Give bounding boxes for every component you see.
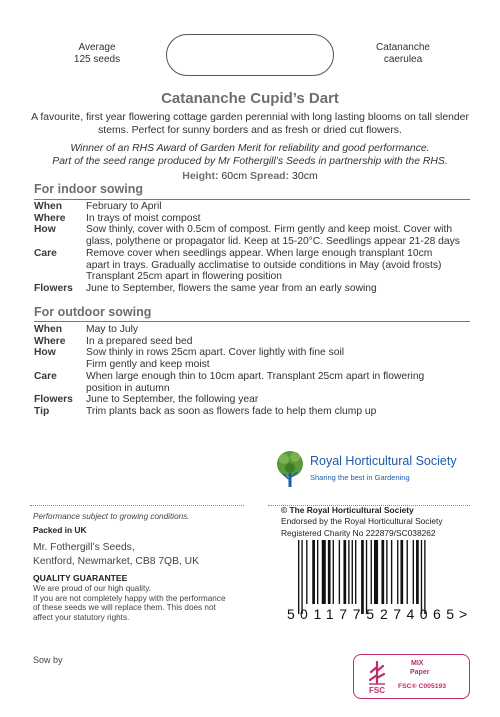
guarantee-text xyxy=(33,584,248,622)
outdoor-text xyxy=(86,347,474,370)
barcode-bar xyxy=(397,540,398,604)
outdoor-label: How xyxy=(34,347,56,359)
barcode-bar xyxy=(322,540,326,604)
packed-in: Packed in UK xyxy=(33,525,87,535)
outdoor-row-where xyxy=(34,336,474,348)
indoor-row-care xyxy=(34,248,474,283)
seed-count-value: 125 seeds xyxy=(73,54,121,65)
indoor-text-line: Remove cover when seedlings appear. When large enough transplant 10cm xyxy=(86,247,433,259)
outdoor-text-line: May to July xyxy=(86,324,139,335)
barcode-bar xyxy=(366,540,367,614)
indoor-text xyxy=(86,283,474,295)
barcode-bar xyxy=(343,540,346,604)
barcode-bar xyxy=(386,540,387,604)
fsc-paper: Paper xyxy=(410,669,430,676)
height-spread xyxy=(0,170,500,182)
outdoor-label: Tip xyxy=(34,405,50,417)
indoor-label: Flowers xyxy=(34,282,73,294)
guarantee-line: of these seeds we will replace them. This does not xyxy=(33,603,216,613)
barcode-bar xyxy=(339,540,340,604)
indoor-label: Where xyxy=(34,212,66,224)
outdoor-sowing-table xyxy=(34,324,474,418)
indoor-label: How xyxy=(34,224,56,236)
outdoor-text-line: Trim plants back as soon as flowers fade to help them clump up xyxy=(86,405,377,417)
barcode-bar xyxy=(374,540,378,604)
barcode-bar xyxy=(421,540,422,614)
barcode-bar xyxy=(361,540,364,614)
outdoor-label: When xyxy=(34,324,63,335)
indoor-label: When xyxy=(34,201,63,212)
barcode-first-digit: 5 xyxy=(287,606,295,622)
barcode-left-digits: 011775 xyxy=(300,606,374,622)
outdoor-text xyxy=(86,324,474,336)
seed-count-label: Average xyxy=(78,42,116,53)
outdoor-text-line: Sow thinly in rows 25cm apart. Cover lightly with fine soil xyxy=(86,347,345,359)
barcode-bar xyxy=(381,540,384,604)
indoor-row-when xyxy=(34,201,474,213)
barcode-bar xyxy=(298,540,299,614)
barcode-arrow: > xyxy=(459,606,468,622)
barcode-bar xyxy=(348,540,349,604)
barcode-bar xyxy=(352,540,353,604)
footer-divider-left xyxy=(30,505,244,506)
rhs-logo xyxy=(275,447,465,491)
fsc-code: FSC® C005193 xyxy=(398,683,447,690)
rhs-tree-icon xyxy=(275,447,305,491)
rhs-name: Royal Horticultural Society xyxy=(310,454,457,468)
rhs-copyright: © The Royal Horticultural Society xyxy=(281,505,414,515)
botanical-species: caerulea xyxy=(383,54,423,65)
barcode-bar xyxy=(333,540,334,604)
indoor-text-line: February to April xyxy=(86,201,162,212)
indoor-divider xyxy=(34,199,470,200)
barcode-bar xyxy=(407,540,408,604)
spread-value: 30cm xyxy=(292,170,318,182)
botanical-genus: Catananche xyxy=(376,42,430,53)
outdoor-label: Where xyxy=(34,335,66,347)
fsc-badge xyxy=(353,654,470,699)
rhs-charity-number: Registered Charity No 222879/SC038262 xyxy=(281,527,436,538)
outdoor-text xyxy=(86,394,474,406)
barcode-bar xyxy=(371,540,372,604)
outdoor-text xyxy=(86,406,474,418)
product-description: A favourite, first year flowering cottage garden perennial with long lasting blooms on tall slender stems. Perfect for sunny borders and as fresh or dried cut flowers. xyxy=(31,112,469,136)
address-line: Mr. Fothergill’s Seeds, xyxy=(33,542,135,553)
indoor-text xyxy=(86,248,474,283)
indoor-sowing-table xyxy=(34,201,474,295)
indoor-text xyxy=(86,201,474,213)
barcode-right-digits: 274065 xyxy=(380,606,454,622)
height-label: Height: xyxy=(182,170,219,182)
guarantee-line: We are proud of our high quality. xyxy=(33,584,152,593)
outdoor-text xyxy=(86,371,474,394)
rhs-endorsement xyxy=(281,505,443,539)
barcode-bar xyxy=(355,540,356,604)
barcode-bar xyxy=(328,540,331,604)
outdoor-text xyxy=(86,336,474,348)
botanical-name xyxy=(348,42,458,66)
outdoor-sowing-title: For outdoor sowing xyxy=(34,305,152,319)
guarantee-line: affect your statutory rights. xyxy=(33,612,130,622)
product-title: Catananche Cupid’s Dart xyxy=(161,90,339,107)
rhs-tagline: Sharing the best in Gardening xyxy=(310,473,410,482)
award-text xyxy=(30,143,470,168)
indoor-text xyxy=(86,213,474,225)
outdoor-text-line: position in autumn xyxy=(86,382,170,394)
indoor-text-line: June to September, flowers the same year from an early sowing xyxy=(86,282,377,294)
rhs-endorsed: Endorsed by the Royal Horticultural Society xyxy=(281,516,443,527)
outdoor-divider xyxy=(34,321,470,322)
packet-window xyxy=(166,34,334,76)
outdoor-row-care xyxy=(34,371,474,394)
barcode xyxy=(285,540,471,622)
outdoor-text-line: Firm gently and keep moist xyxy=(86,359,210,371)
indoor-row-where xyxy=(34,213,474,225)
indoor-row-how xyxy=(34,224,474,247)
barcode-bar xyxy=(416,540,419,604)
outdoor-text-line: When large enough thin to 10cm apart. Transplant 25cm apart in flowering xyxy=(86,370,425,382)
outdoor-row-tip xyxy=(34,406,474,418)
performance-note: Performance subject to growing conditions. xyxy=(33,512,190,521)
seed-count xyxy=(42,42,152,66)
guarantee-line: If you are not completely happy with the performance xyxy=(33,593,226,603)
barcode-bar xyxy=(306,540,307,604)
indoor-text xyxy=(86,224,474,247)
sow-by-label: Sow by xyxy=(33,655,63,665)
outdoor-row-when xyxy=(34,324,474,336)
indoor-label: Care xyxy=(34,247,57,259)
outdoor-label: Care xyxy=(34,370,57,382)
barcode-bar xyxy=(312,540,315,604)
barcode-bar xyxy=(391,540,392,604)
indoor-text-line: glass, polythene or propagator lid. Keep at 15-20°C. Seedlings appear 21-28 days xyxy=(86,236,460,248)
barcode-bar xyxy=(301,540,302,614)
indoor-row-flowers xyxy=(34,283,474,295)
outdoor-row-flowers xyxy=(34,394,474,406)
spread-label: Spread: xyxy=(250,170,290,182)
partnership-line: Part of the seed range produced by Mr Fothergill’s Seeds in partnership with the RHS. xyxy=(52,155,448,167)
barcode-bar xyxy=(400,540,403,604)
indoor-text-line: Transplant 25cm apart in flowering position xyxy=(86,271,282,283)
indoor-sowing-title: For indoor sowing xyxy=(34,182,144,196)
guarantee-title: QUALITY GUARANTEE xyxy=(33,573,128,583)
indoor-text-line: In trays of moist compost xyxy=(86,212,201,224)
fsc-tree-icon xyxy=(362,659,392,695)
height-value: 60cm xyxy=(221,170,248,182)
award-line: Winner of an RHS Award of Garden Merit for reliability and good performance. xyxy=(70,143,430,154)
outdoor-row-how xyxy=(34,347,474,370)
address-line: Kentford, Newmarket, CB8 7QB, UK xyxy=(33,555,199,567)
outdoor-text-line: In a prepared seed bed xyxy=(86,335,193,347)
indoor-text-line: Sow thinly, cover with 0.5cm of compost. Firm gently and keep moist. Cover with xyxy=(86,224,453,236)
barcode-bar xyxy=(317,540,318,604)
indoor-text-line: apart in trays. Gradually acclimatise to outside conditions in May (avoid frosts) xyxy=(86,259,442,271)
fsc-mix: MIX xyxy=(411,660,424,667)
barcode-bar xyxy=(424,540,425,614)
company-address xyxy=(33,541,199,568)
outdoor-label: Flowers xyxy=(34,394,73,406)
barcode-bar xyxy=(413,540,414,604)
fsc-logo-text: FSC xyxy=(369,686,385,695)
outdoor-text-line: June to September, the following year xyxy=(86,394,259,406)
barcode-bars xyxy=(298,540,426,614)
